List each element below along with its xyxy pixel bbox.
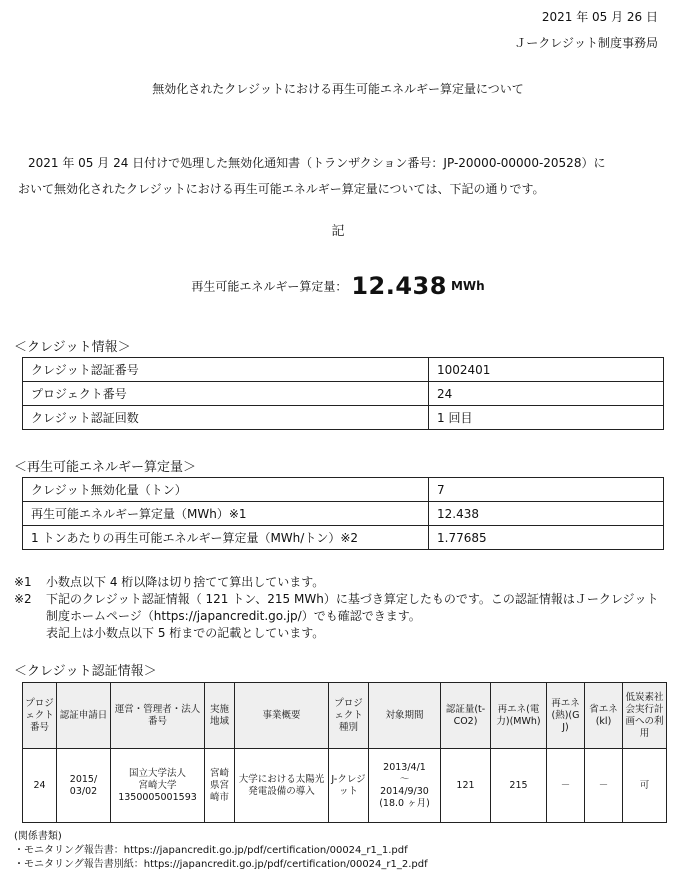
body-paragraph [18, 150, 658, 202]
column-header: 低炭素社会実行計画への利用 [623, 683, 667, 749]
renewable-heading: ＜再生可能エネルギー算定量＞ [14, 460, 197, 475]
table-header-row [23, 683, 667, 749]
operator-line: 宮崎大学 [138, 779, 177, 791]
column-header: 認証申請日 [57, 683, 111, 749]
cell-project-type: J-クレジット [329, 749, 369, 823]
body-line-2: おいて無効化されたクレジットにおける再生可能エネルギー算定量については、下記の通りです。 [18, 182, 545, 196]
period-line: 2013/4/1 [383, 761, 426, 773]
amount-label: 再生可能エネルギー算定量： [191, 279, 348, 294]
row-value: 24 [429, 382, 664, 406]
column-header: プロジェクト番号 [23, 683, 57, 749]
cell-operator [111, 749, 205, 823]
row-value: 12.438 [429, 502, 664, 526]
footnote [14, 574, 664, 591]
cell-summary: 大学における太陽光発電設備の導入 [235, 749, 329, 823]
period-line: (18.0 ヶ月) [379, 797, 430, 809]
column-header: 実施地域 [205, 683, 235, 749]
row-label: クレジット認証回数 [23, 406, 429, 430]
table-row [23, 382, 664, 406]
region-line: 宮崎 [209, 767, 229, 779]
operator-line: 1350005001593 [118, 791, 197, 803]
cell-cert-amount: 121 [441, 749, 491, 823]
document-link[interactable]: ・モニタリング報告書別紙：https://japancredit.go.jp/pdf/certification/00024_r1_2.pdf [14, 859, 428, 870]
table-row [23, 749, 667, 823]
related-documents [14, 830, 664, 872]
table-row [23, 478, 664, 502]
footnote-text: 表記上は小数点以下 5 桁までの記載としています。 [46, 626, 325, 640]
renewable-table [22, 477, 664, 550]
cell-low-carbon: 可 [623, 749, 667, 823]
row-label: クレジット無効化量（トン） [23, 478, 429, 502]
amount-summary [0, 272, 676, 300]
amount-unit: MWh [450, 279, 485, 293]
issuer-name: Ｊークレジット制度事務局 [514, 36, 658, 50]
apply-date-line: 2015/ [69, 773, 98, 785]
footnotes [14, 574, 664, 642]
row-label: 再生可能エネルギー算定量（MWh）※1 [23, 502, 429, 526]
period-line: ～ [399, 773, 410, 785]
row-label: プロジェクト番号 [23, 382, 429, 406]
issue-date: 2021 年 05 月 26 日 [541, 10, 658, 24]
cell-apply-date [57, 749, 111, 823]
period-line: 2014/9/30 [380, 785, 429, 797]
region-line: 県宮 [209, 779, 229, 791]
cell-period [369, 749, 441, 823]
row-value: 1.77685 [429, 526, 664, 550]
document-link[interactable]: ・モニタリング報告書：https://japancredit.go.jp/pdf/certification/00024_r1_1.pdf [14, 845, 408, 856]
column-header: 省エネ(kl) [585, 683, 623, 749]
footnote-mark: ※1 [14, 575, 32, 589]
footnote-mark [14, 625, 46, 642]
column-header: 再エネ(電力)(MWh) [491, 683, 547, 749]
table-row [23, 406, 664, 430]
footnote-mark: ※2 [14, 592, 32, 606]
apply-date-line: 03/02 [69, 785, 98, 797]
row-value: 1002401 [429, 358, 664, 382]
cell-re-heat: － [547, 749, 585, 823]
amount-value: 12.438 [351, 272, 447, 300]
related-documents-heading: (関係書類) [14, 831, 62, 842]
table-row [23, 526, 664, 550]
column-header: 対象期間 [369, 683, 441, 749]
column-header: 事業概要 [235, 683, 329, 749]
credit-info-heading: ＜クレジット情報＞ [14, 340, 131, 355]
column-header: 認証量(t-CO2) [441, 683, 491, 749]
body-line-1: 2021 年 05 月 24 日付けで処理した無効化通知書（トランザクション番号：JP-20000-00000-20528）に [28, 156, 606, 170]
credit-info-table [22, 357, 664, 430]
cell-project-no: 24 [23, 749, 57, 823]
footnote [14, 625, 664, 642]
column-header: 運営・管理者・法人番号 [111, 683, 205, 749]
row-value: 7 [429, 478, 664, 502]
row-label: 1 トンあたりの再生可能エネルギー算定量（MWh/トン）※2 [23, 526, 429, 550]
row-value: 1 回目 [429, 406, 664, 430]
cell-region [205, 749, 235, 823]
cell-energy-saving: － [585, 749, 623, 823]
document-title: 無効化されたクレジットにおける再生可能エネルギー算定量について [152, 82, 524, 96]
cell-re-power: 215 [491, 749, 547, 823]
cert-info-table [22, 682, 667, 823]
table-row [23, 358, 664, 382]
ki-marker: 記 [331, 224, 345, 239]
footnote-text: 小数点以下 4 桁以降は切り捨てて算出しています。 [46, 575, 325, 589]
table-row [23, 502, 664, 526]
operator-line: 国立大学法人 [128, 767, 186, 779]
column-header: 再エネ(熱)(GJ) [547, 683, 585, 749]
footnote [14, 591, 664, 625]
row-label: クレジット認証番号 [23, 358, 429, 382]
footnote-text: 下記のクレジット認証情報（ 121 トン、215 MWh）に基づき算定したものです。この認証情報はＪークレジット制度ホームページ（https://japancredit.go.jp/）でも確認できます。 [46, 592, 659, 623]
region-line: 崎市 [209, 791, 229, 803]
cert-info-heading: ＜クレジット認証情報＞ [14, 664, 157, 679]
column-header: プロジェクト種別 [329, 683, 369, 749]
